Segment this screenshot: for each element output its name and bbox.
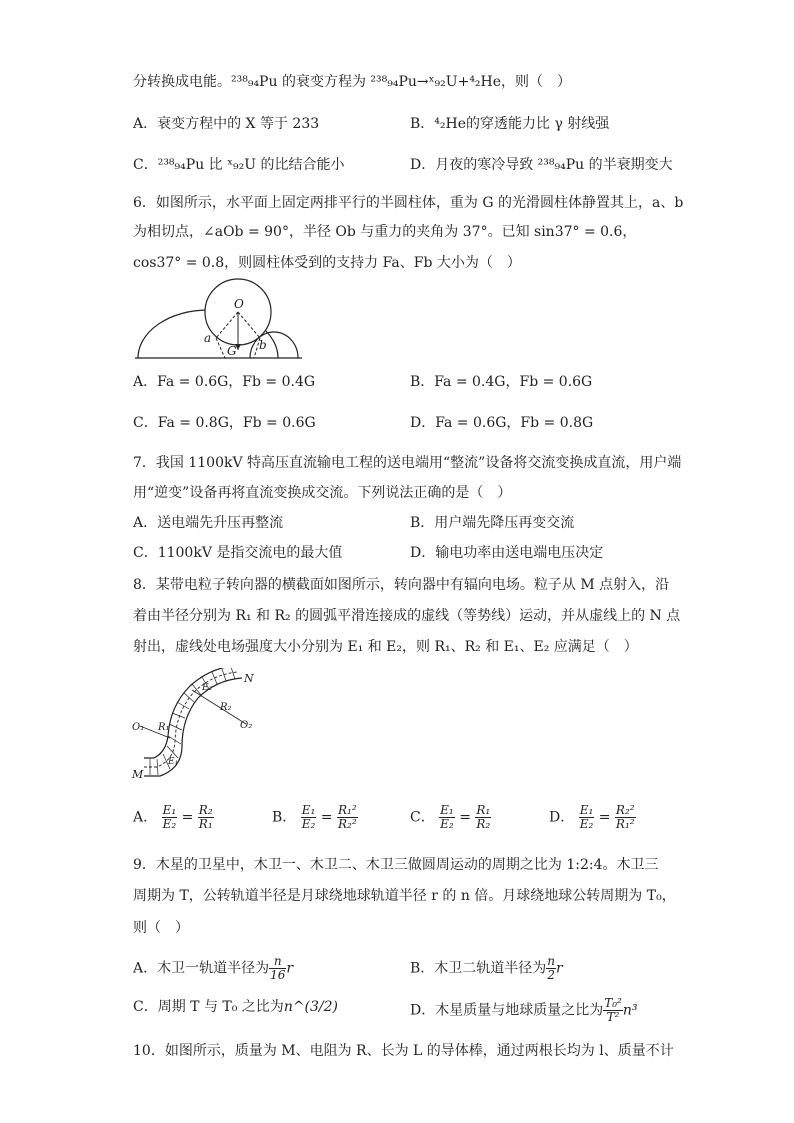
q8-label-n: N <box>244 672 254 685</box>
q9-option-c: C．周期 T 与 T₀ 之比为n^(3/2) <box>133 999 339 1015</box>
q6-label-b: b <box>259 338 267 352</box>
q6-figure-cylinders <box>130 278 310 364</box>
q9-option-a: A．木卫一轨道半径为 $\frac{n}{16}$ r <box>133 954 294 982</box>
q5-stem: 分转换成电能。²³⁸₉₄Pu 的衰变方程为 ²³⁸₉₄Pu→ˣ₉₂U+⁴₂He，则（ ） <box>133 74 572 90</box>
q5-option-d: D．月夜的寒冷导致 ²³⁸₉₄Pu 的半衰期变大 <box>410 157 673 173</box>
q7-stem-line1: 7．我国 1100kV 特高压直流输电工程的送电端用“整流”设备将交流变换成直流，用户端 <box>133 455 682 471</box>
q6-option-c: C．Fa = 0.8G，Fb = 0.6G <box>133 415 316 431</box>
q7-option-b: B．用户端先降压再变交流 <box>410 515 575 531</box>
q5-option-c: C．²³⁸₉₄Pu 比 ˣ₉₂U 的比结合能小 <box>133 157 345 173</box>
q5-option-b: B．⁴₂He的穿透能力比 γ 射线强 <box>410 116 610 132</box>
q6-option-b: B．Fa = 0.4G，Fb = 0.6G <box>410 374 593 390</box>
q10-stem-line1: 10．如图所示，质量为 M、电阻为 R、长为 L 的导体棒，通过两根长均为 l、质量不计 <box>133 1043 674 1059</box>
q9-option-d: D．木星质量与地球质量之比为 $\frac{\text{T₀²}}{\text{T²}}$ n³ <box>410 996 638 1024</box>
q6-option-a: A．Fa = 0.6G，Fb = 0.4G <box>133 374 316 390</box>
q8-option-a: A． $\frac{\text{E₁}}{\text{E₂}}$ = $\frac{\text{R₂}}{\text{R₁}}$ <box>133 803 213 831</box>
q6-label-g: G <box>227 344 237 358</box>
q8-option-b: B． $\frac{\text{E₁}}{\text{E₂}}$ = $\frac{\text{R₁²}}{\text{R₂²}}$ <box>272 803 357 831</box>
q7-option-a: A．送电端先升压再整流 <box>133 515 284 531</box>
q6-stem-line1: 6．如图所示，水平面上固定两排平行的半圆柱体，重为 G 的光滑圆柱体静置其上，a、b <box>133 195 684 211</box>
q8-stem-line3: 射出，虚线处电场强度大小分别为 E₁ 和 E₂，则 R₁、R₂ 和 E₁、E₂ 应满足（ ） <box>133 639 638 655</box>
q8-label-e2: E₂ <box>202 683 213 693</box>
q8-label-e1: E₁ <box>168 757 179 767</box>
q8-label-r1: R₁ <box>158 722 170 733</box>
q8-option-d: D． $\frac{\text{E₁}}{\text{E₂}}$ = $\frac{\text{R₂²}}{\text{R₁²}}$ <box>549 803 635 831</box>
q6-stem-line3: cos37° = 0.8，则圆柱体受到的支持力 Fa、Fb 大小为（ ） <box>133 255 521 271</box>
q9-stem-line2: 周期为 T，公转轨道半径是月球绕地球轨道半径 r 的 n 倍。月球绕地球公转周期为 T₀， <box>133 888 676 904</box>
q8-stem-line2: 着由半径分别为 R₁ 和 R₂ 的圆弧平滑连接成的虚线（等势线）运动，并从虚线上的 N 点 <box>133 608 681 624</box>
q7-stem-line2: 用“逆变”设备再将直流变换成交流。下列说法正确的是（ ） <box>133 485 512 501</box>
q6-label-a: a <box>204 331 212 345</box>
q8-label-m: M <box>132 768 144 781</box>
q9-stem-line3: 则（ ） <box>133 920 189 936</box>
q6-label-o: O <box>234 297 244 311</box>
q6-stem-line2: 为相切点，∠aOb = 90°，半径 Ob 与重力的夹角为 37°。已知 sin37° = 0.6， <box>133 224 637 240</box>
q8-stem-line1: 8．某带电粒子转向器的横截面如图所示，转向器中有辐向电场。粒子从 M 点射入，沿 <box>133 577 670 593</box>
q7-option-c: C．1100kV 是指交流电的最大值 <box>133 545 343 561</box>
q7-option-d: D．输电功率由送电端电压决定 <box>410 545 604 561</box>
q8-option-c: C． $\frac{\text{E₁}}{\text{E₂}}$ = $\frac{\text{R₁}}{\text{R₂}}$ <box>410 803 491 831</box>
q8-label-o2: O₂ <box>240 720 253 731</box>
q5-option-a: A．衰变方程中的 X 等于 233 <box>133 116 320 132</box>
q8-label-o1: O₁ <box>132 722 145 733</box>
q8-label-r2: R₂ <box>220 702 232 713</box>
q9-stem-line1: 9．木星的卫星中，木卫一、木卫二、木卫三做圆周运动的周期之比为 1:2:4。木卫三 <box>133 857 659 873</box>
q8-figure-deflector <box>130 668 260 784</box>
q9-option-b: B．木卫二轨道半径为 $\frac{n}{2}$ r <box>410 954 563 982</box>
q6-option-d: D．Fa = 0.6G，Fb = 0.8G <box>410 415 594 431</box>
